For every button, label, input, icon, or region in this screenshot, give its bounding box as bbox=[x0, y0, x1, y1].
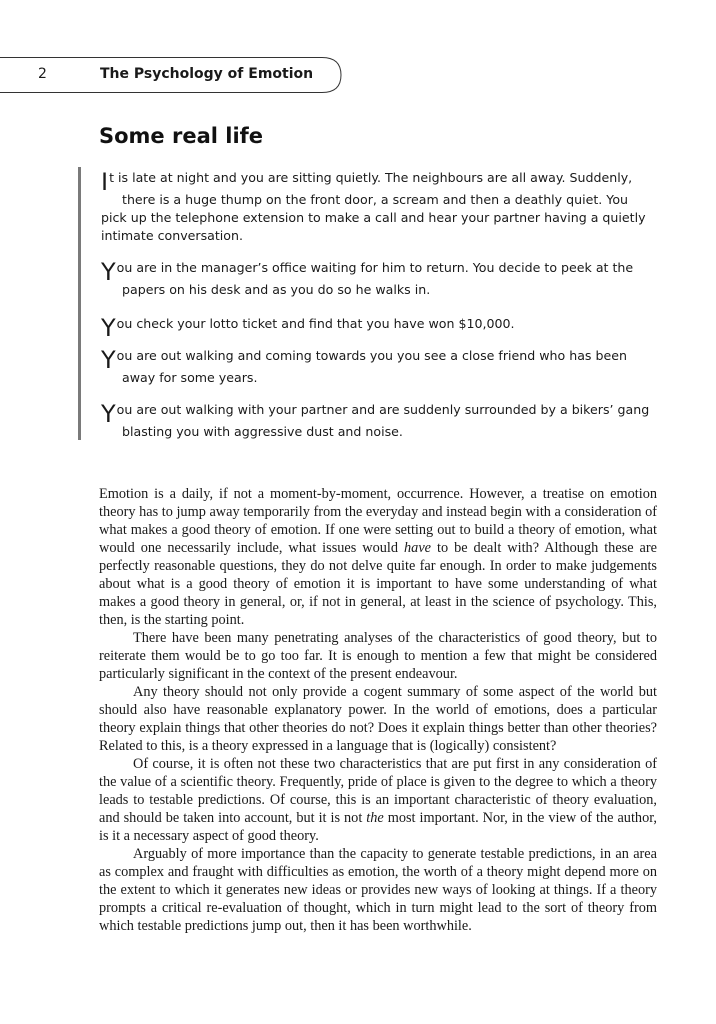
vignette-1 bbox=[101, 169, 661, 245]
emphasis: have bbox=[404, 540, 432, 556]
vignette-line: papers on his desk and as you do so he walks in. bbox=[122, 282, 431, 297]
drop-cap: I bbox=[101, 168, 109, 196]
vignette-3 bbox=[101, 314, 661, 342]
vignette-line: blasting you with aggressive dust and noise. bbox=[122, 424, 403, 439]
vignette-line: ou are out walking with your partner and are suddenly surrounded by a bikers’ gang bbox=[116, 402, 650, 417]
running-title: The Psychology of Emotion bbox=[100, 66, 314, 82]
vignette-box bbox=[78, 167, 661, 440]
vignette-line: t is late at night and you are sitting quietly. The neighbours are all away. Suddenly, bbox=[109, 170, 633, 185]
paragraph: Arguably of more importance than the capacity to generate testable predictions, in an area as complex and fraught with difficulties as emotion, the worth of a theory might depend more on the extent to which it generates new ideas or provides new ways of looking at things. If a theory prompts a critical re-evaluation of thought, which in turn might lead to the sort of theory from which testable predictions jump out, then it has been worthwhile. bbox=[99, 846, 657, 934]
drop-cap: Y bbox=[101, 346, 116, 374]
emphasis: the bbox=[366, 810, 384, 826]
paragraph: Of course, it is often not these two characteristics that are put first in any consideration of the value of a scientific theory. Frequently, pride of place is given to the degree to which a theory leads to testable predictions. Of course, this is an important characteristic of theory evaluation, and should be taken into account, but it is not the most important. Nor, in the view of the author, is it a necessary aspect of good theory. bbox=[99, 756, 657, 844]
vignette-line: intimate conversation. bbox=[101, 228, 243, 243]
vignette-4 bbox=[101, 347, 661, 387]
drop-cap: Y bbox=[101, 400, 116, 428]
page-number: 2 bbox=[38, 66, 47, 82]
section-heading: Some real life bbox=[99, 124, 264, 148]
vignette-line: away for some years. bbox=[122, 370, 258, 385]
paragraph: There have been many penetrating analyses of the characteristics of good theory, but to reiterate them would be to go too far. It is enough to mention a few that might be considered particularly significant in the context of the present endeavour. bbox=[99, 630, 657, 682]
drop-cap: Y bbox=[101, 314, 116, 342]
vignette-line: ou check your lotto ticket and find that you have won $10,000. bbox=[116, 316, 515, 331]
vignette-line: ou are in the manager’s office waiting for him to return. You decide to peek at the bbox=[116, 260, 634, 275]
vignette-5 bbox=[101, 401, 661, 441]
vignette-line: there is a huge thump on the front door, a scream and then a deathly quiet. You bbox=[122, 192, 629, 207]
paragraph: Any theory should not only provide a cogent summary of some aspect of the world but should also have reasonable explanatory power. In the world of emotions, does a particular theory explain things that other theories do not? Does it explain things better than other theories? Related to this, is a theory expressed in a language that is (logically) consistent? bbox=[99, 684, 657, 754]
body-text bbox=[99, 485, 657, 935]
running-header bbox=[0, 57, 342, 93]
vignette-2 bbox=[101, 259, 661, 299]
drop-cap: Y bbox=[101, 258, 116, 286]
paragraph: Emotion is a daily, if not a moment-by-moment, occurrence. However, a treatise on emotion theory has to jump away temporarily from the everyday and instead begin with a consideration of what makes a good theory of emotion. If one were setting out to build a theory of emotion, what would one necessarily include, what issues would have to be dealt with? Although these are perfectly reasonable questions, they do not delve quite far enough. In order to make judgements about what is a good theory of emotion it is important to have some understanding of what makes a good theory in general, or, if not in general, at least in the science of psychology. This, then, is the starting point. bbox=[99, 486, 657, 628]
vignette-line: pick up the telephone extension to make a call and hear your partner having a quietly bbox=[101, 210, 646, 225]
vignette-line: ou are out walking and coming towards you you see a close friend who has been bbox=[116, 348, 627, 363]
